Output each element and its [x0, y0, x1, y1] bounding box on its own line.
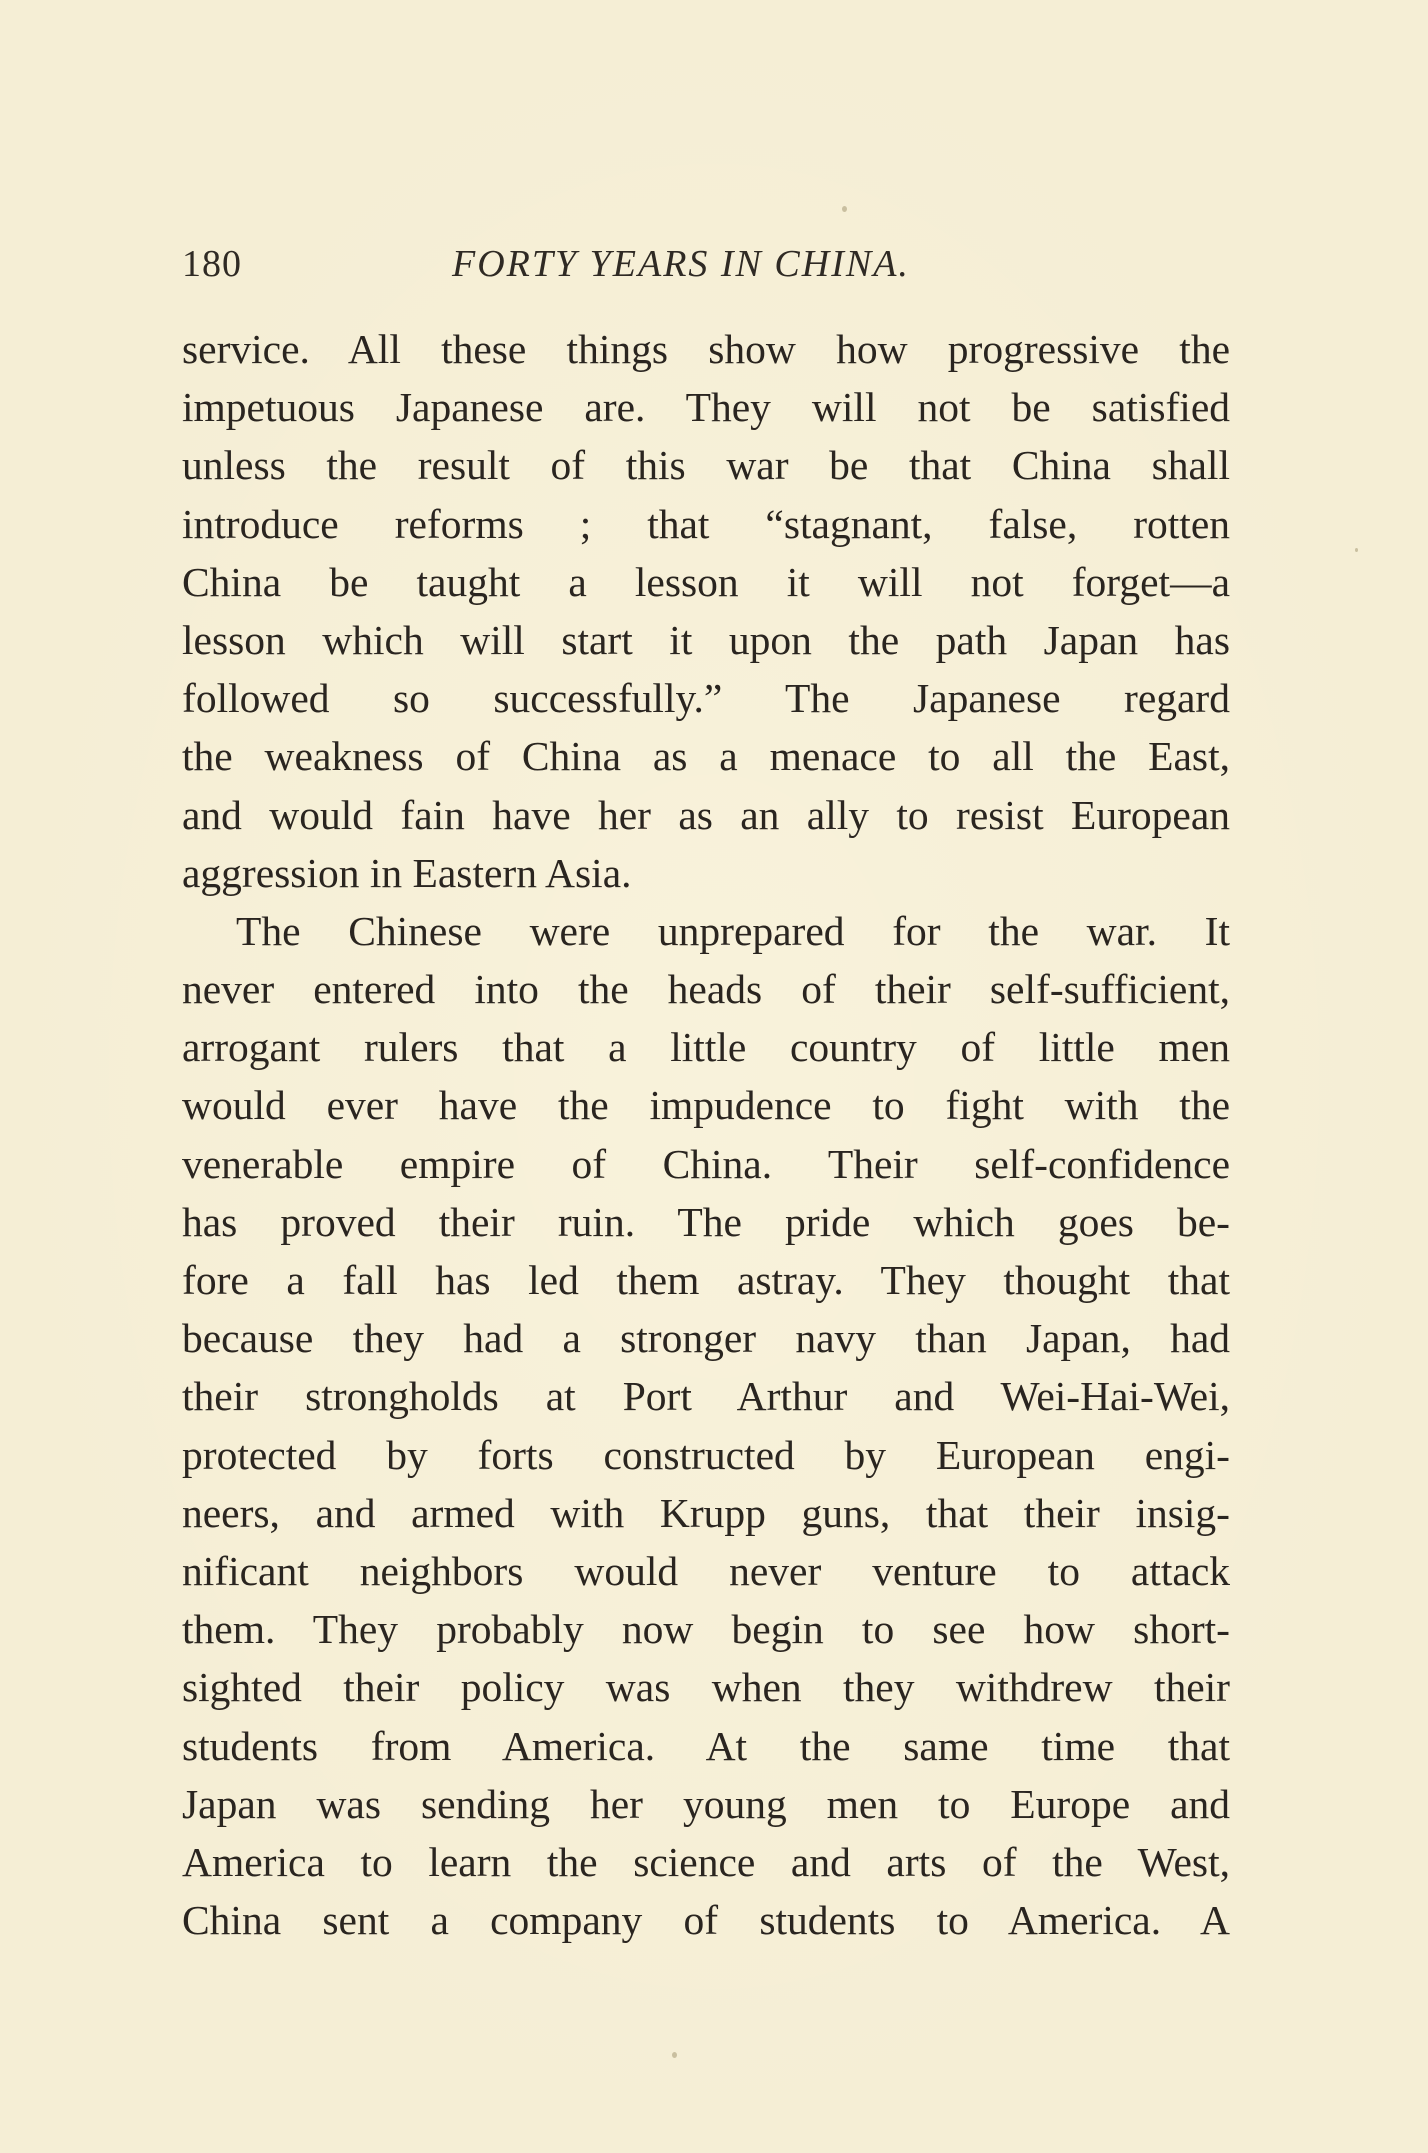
text-line: China be taught a lesson it will not forget—a [182, 558, 1230, 605]
text-line: protected by forts constructed by European engi- [182, 1431, 1230, 1478]
running-title: FORTY YEARS IN CHINA. [452, 243, 910, 285]
text-line: aggression in Eastern Asia. [182, 849, 632, 896]
paper-speck [842, 206, 847, 212]
text-line: arrogant rulers that a little country of little men [182, 1024, 1230, 1071]
body-text [182, 320, 1230, 1949]
text-line: impetuous Japanese are. They will not be satisfied [182, 384, 1230, 431]
text-line: never entered into the heads of their self-sufficient, [182, 966, 1230, 1013]
text-line: them. They probably now begin to see how short- [182, 1606, 1230, 1653]
text-line: the weakness of China as a menace to all the East, [182, 733, 1230, 780]
text-line: students from America. At the same time that [182, 1722, 1230, 1769]
text-line: America to learn the science and arts of the West, [182, 1838, 1230, 1885]
text-line: Japan was sending her young men to Europe and [182, 1780, 1230, 1827]
text-line: unless the result of this war be that China shall [182, 442, 1230, 489]
text-line: service. All these things show how progressive the [182, 326, 1230, 372]
text-line: neers, and armed with Krupp guns, that their insig- [182, 1489, 1230, 1536]
text-line: lesson which will start it upon the path Japan has [182, 616, 1230, 663]
text-line: fore a fall has led them astray. They thought that [182, 1257, 1230, 1303]
text-line: sighted their policy was when they withdrew their [182, 1664, 1230, 1711]
paragraph-first-line: The Chinese were unprepared for the war. It [236, 907, 1230, 954]
paper-speck [1355, 548, 1358, 552]
paper-speck [672, 2052, 677, 2058]
text-line: and would fain have her as an ally to resist European [182, 791, 1230, 838]
text-line: because they had a stronger navy than Japan, had [182, 1315, 1230, 1362]
page-number: 180 [182, 243, 242, 285]
text-line: China sent a company of students to America. A [182, 1897, 1230, 1944]
text-line: their strongholds at Port Arthur and Wei-Hai-Wei, [182, 1373, 1230, 1420]
text-line: followed so successfully.” The Japanese regard [182, 675, 1230, 722]
text-line: venerable empire of China. Their self-confidence [182, 1140, 1230, 1187]
text-line: nificant neighbors would never venture to attack [182, 1547, 1230, 1594]
running-header [182, 242, 1230, 302]
text-line: would ever have the impudence to fight with the [182, 1082, 1230, 1129]
text-line: introduce reforms ; that “stagnant, false, rotten [182, 500, 1230, 547]
text-line: has proved their ruin. The pride which goes be- [182, 1198, 1230, 1245]
